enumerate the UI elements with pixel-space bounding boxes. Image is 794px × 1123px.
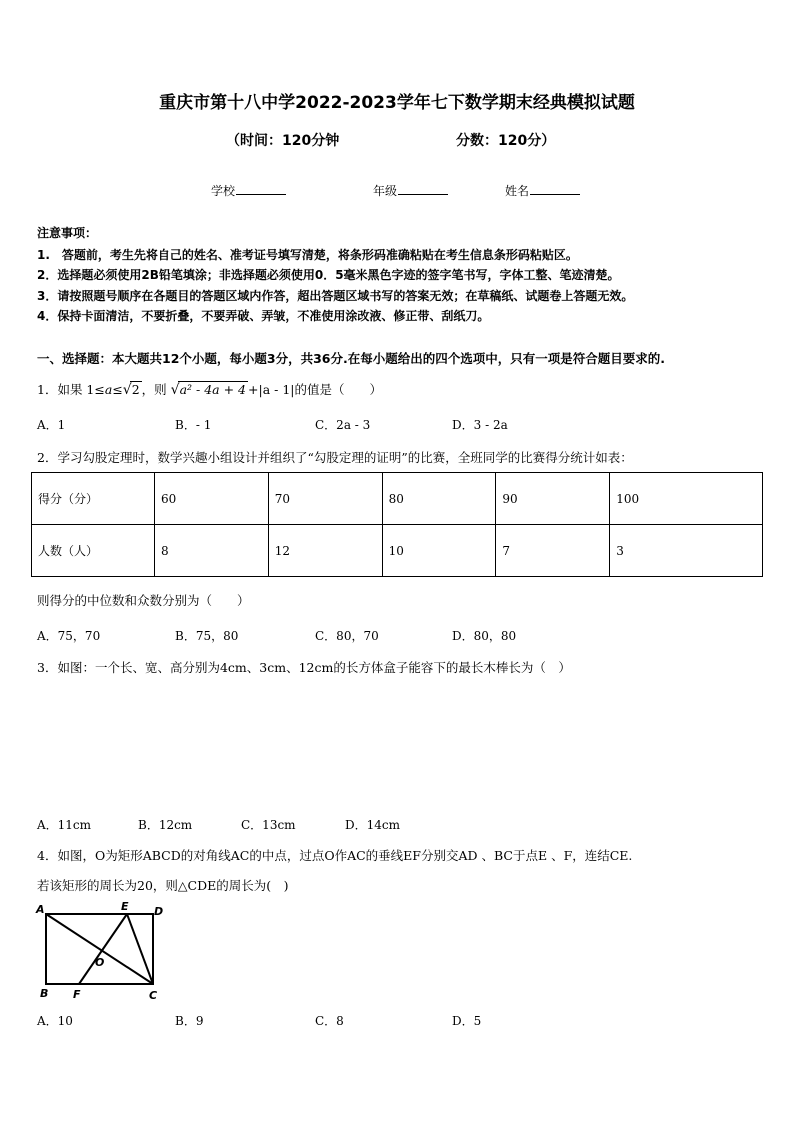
q1-var-a: a (104, 382, 113, 397)
q3-option-c[interactable]: C．13cm (241, 818, 296, 832)
table-cell: 8 (155, 525, 269, 577)
q4-option-a[interactable]: A．10 (37, 1014, 73, 1028)
table-cell: 70 (268, 473, 382, 525)
sqrt-icon: √ (170, 382, 180, 398)
q3-option-d[interactable]: D．14cm (345, 818, 400, 832)
q3-option-a[interactable]: A．11cm (37, 818, 92, 832)
q1-radicand: a² - 4a + 4 (179, 382, 247, 397)
grade-label: 年级 (373, 184, 398, 198)
table-cell: 10 (382, 525, 496, 577)
table-row (32, 525, 763, 577)
label-o: O (95, 956, 105, 969)
q4-option-c[interactable]: C．8 (315, 1014, 344, 1028)
table-cell: 60 (155, 473, 269, 525)
q1-sqrt2: 2 (131, 382, 140, 397)
label-a: A (36, 903, 45, 916)
table-cell: 90 (496, 473, 610, 525)
school-blank[interactable] (236, 182, 286, 195)
school-label: 学校 (211, 184, 236, 198)
exam-score: 分数：120分） (456, 133, 556, 149)
label-d: D (154, 905, 164, 918)
q1-text-post: +|a - 1|的值是（ ） (248, 382, 382, 397)
label-b: B (40, 987, 49, 1000)
table-cell: 80 (382, 473, 496, 525)
name-field[interactable] (505, 182, 580, 199)
sqrt-icon: √ (122, 382, 132, 398)
q2-option-b[interactable]: B．75，80 (175, 629, 239, 643)
table-row (32, 473, 763, 525)
q2-followup: 则得分的中位数和众数分别为（ ） (37, 593, 250, 608)
table-cell: 7 (496, 525, 610, 577)
notice-heading: 注意事项： (37, 226, 98, 240)
page-title: 重庆市第十八中学2022-2023学年七下数学期末经典模拟试题 (159, 93, 635, 113)
q2-option-d[interactable]: D．80，80 (452, 629, 517, 643)
notice-item: 3．请按照题号顺序在各题目的答题区域内作答，超出答题区域书写的答案无效；在草稿纸、试题卷上答题无效。 (37, 289, 634, 303)
table-cell: 人数（人） (32, 525, 155, 577)
q4-option-b[interactable]: B．9 (175, 1014, 204, 1028)
q2-option-c[interactable]: C．80，70 (315, 629, 379, 643)
q3-option-b[interactable]: B．12cm (138, 818, 193, 832)
question-4-line2: 若该矩形的周长为20，则△CDE的周长为( ) (37, 878, 289, 893)
score-table (31, 472, 763, 577)
table-cell: 得分（分） (32, 473, 155, 525)
q1-option-a[interactable]: A．1 (37, 418, 66, 432)
q1-option-b[interactable]: B．- 1 (175, 418, 212, 432)
name-label: 姓名 (505, 184, 530, 198)
label-e: E (121, 900, 129, 913)
q1-option-d[interactable]: D．3 - 2a (452, 418, 508, 432)
label-c: C (149, 989, 158, 1002)
label-f: F (73, 988, 81, 1001)
line-ce (127, 914, 153, 984)
q1-option-c[interactable]: C．2a - 3 (315, 418, 371, 432)
notice-item: 1. 答题前，考生先将自己的姓名、准考证号填写清楚，将条形码准确粘贴在考生信息条形码粘贴区。 (37, 248, 578, 262)
notice-item: 2．选择题必须使用2B铅笔填涂；非选择题必须使用0．5毫米黑色字迹的签字笔书写，字体工整、笔迹清楚。 (37, 268, 620, 282)
table-cell: 100 (610, 473, 763, 525)
section-heading: 一、选择题：本大题共12个小题，每小题3分，共36分.在每小题给出的四个选项中，只有一项是符合题目要求的. (37, 351, 665, 366)
notice-item: 4．保持卡面清洁，不要折叠，不要弄破、弄皱，不准使用涂改液、修正带、刮纸刀。 (37, 309, 490, 323)
school-field[interactable] (211, 182, 286, 199)
q1-comma: ，则 (141, 382, 167, 397)
rectangle-figure (34, 900, 174, 1006)
line-ef (79, 914, 127, 984)
question-4-line1: 4．如图，O为矩形ABCD的对角线AC的中点，过点O作AC的垂线EF分别交AD 、BC于点E 、F，连结CE. (37, 848, 633, 863)
question-2: 2．学习勾股定理时，数学兴趣小组设计并组织了“勾股定理的证明”的比赛，全班同学的比赛得分统计如表： (37, 450, 633, 465)
q1-le: ≤ (112, 382, 123, 397)
table-cell: 3 (610, 525, 763, 577)
q1-text-pre: 1．如果 1≤ (37, 382, 105, 397)
grade-field[interactable] (373, 182, 448, 199)
question-1 (37, 380, 382, 398)
table-cell: 12 (268, 525, 382, 577)
q4-option-d[interactable]: D．5 (452, 1014, 482, 1028)
grade-blank[interactable] (398, 182, 448, 195)
q2-option-a[interactable]: A．75，70 (37, 629, 101, 643)
exam-time: （时间：120分钟 (226, 133, 340, 149)
diagonal-ac (46, 914, 153, 984)
question-3: 3．如图：一个长、宽、高分别为4cm、3cm、12cm的长方体盒子能容下的最长木棒长为（ ） (37, 660, 571, 675)
name-blank[interactable] (530, 182, 580, 195)
